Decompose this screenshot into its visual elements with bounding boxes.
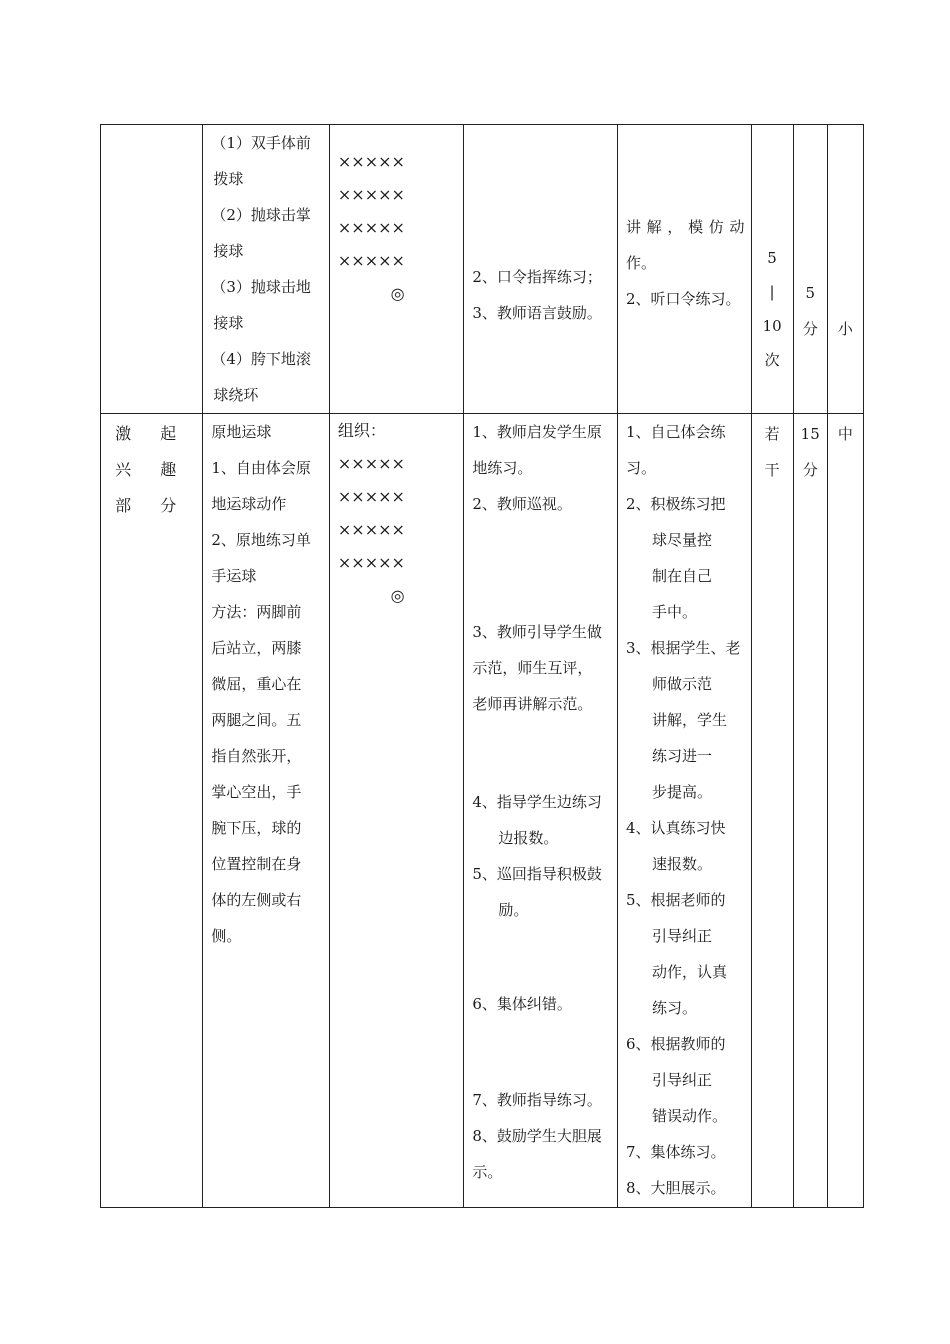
teacher-step: 励。 <box>498 901 529 919</box>
text-line: 15 <box>800 425 820 443</box>
text-line: 干 <box>764 461 780 479</box>
text-line: 2、积极练习把 <box>625 495 726 513</box>
text-line: 1、自由体会原 <box>211 459 311 477</box>
text-line: （2）抛球击掌 <box>211 206 311 224</box>
text-line: 若 <box>764 425 780 443</box>
text-line: 7、集体练习。 <box>625 1143 726 1161</box>
teacher-activity-cell <box>464 414 618 1208</box>
teacher-step: 5、巡回指导积极鼓 <box>472 865 602 883</box>
table-row <box>101 414 864 1208</box>
formation-cell <box>329 414 464 1208</box>
text-line: 腕下压，球的 <box>211 819 302 837</box>
text-line: 3、根据学生、老 <box>625 639 741 657</box>
student-step: 讲解，模仿动 <box>625 218 745 236</box>
minutes-cell <box>793 414 827 1208</box>
minutes-cell <box>793 125 827 414</box>
times-cell <box>751 414 793 1208</box>
student-step: 2、听口令练习。 <box>625 290 741 308</box>
intensity-value: 中 <box>837 425 853 443</box>
teacher-step: 6、集体纠错。 <box>472 995 572 1013</box>
text-line: 球尽量控 <box>651 531 712 549</box>
text-line: 拨球 <box>213 170 244 188</box>
teacher-step: 边报数。 <box>498 829 559 847</box>
teacher-step: 2、口令指挥练习； <box>472 268 602 286</box>
text-line: 8、大胆展示。 <box>625 1179 726 1197</box>
formation-diagram <box>330 125 464 310</box>
student-activity-cell <box>617 414 751 1208</box>
text-line: 分 <box>802 320 818 338</box>
text-line: ××××× <box>337 553 405 572</box>
content-cell <box>203 414 329 1208</box>
text-line: 10 <box>762 317 782 335</box>
text-line: 引导纠正 <box>651 927 712 945</box>
teacher-step: 2、教师巡视。 <box>472 495 572 513</box>
teacher-step: 7、教师指导练习。 <box>472 1091 602 1109</box>
text-line: 地运球动作 <box>211 495 287 513</box>
teacher-step: 示范，师生互评， <box>472 659 593 677</box>
text-line: 师做示范 <box>651 675 712 693</box>
content-list <box>203 414 328 954</box>
intensity-cell <box>827 125 863 414</box>
text-line: 原地运球 <box>211 423 272 441</box>
text-line: 制在自己 <box>651 567 712 585</box>
text-line: 速报数。 <box>651 855 712 873</box>
text-line: 体的左侧或右 <box>211 891 302 909</box>
text-line: ××××× <box>337 454 405 473</box>
text-line: （4）胯下地滚 <box>211 350 311 368</box>
text-line: 错误动作。 <box>651 1107 727 1125</box>
text-line: 接球 <box>213 314 244 332</box>
intensity-value: 小 <box>837 320 853 338</box>
content-cell <box>203 125 329 414</box>
text-line: ◎ <box>390 586 405 605</box>
text-line: （3）抛球击地 <box>211 278 311 296</box>
intensity-cell <box>827 414 863 1208</box>
text-line: 步提高。 <box>651 783 712 801</box>
text-line: 习。 <box>625 459 656 477</box>
student-activity-cell <box>617 125 751 414</box>
text-line: 部 分 <box>115 496 189 515</box>
text-line: 球绕环 <box>213 386 259 404</box>
text-line: 手运球 <box>211 567 257 585</box>
minutes-value <box>794 414 827 488</box>
text-line: （1）双手体前 <box>211 134 311 152</box>
teacher-step: 老师再讲解示范。 <box>472 695 593 713</box>
text-line: 激 起 <box>115 424 189 443</box>
text-line: 练习进一 <box>651 747 712 765</box>
times-value <box>752 125 793 377</box>
minutes-value <box>794 125 827 347</box>
text-line: | <box>769 283 775 301</box>
section-cell <box>101 414 203 1208</box>
text-line: 6、根据教师的 <box>625 1035 726 1053</box>
text-line: 2、原地练习单 <box>211 531 311 549</box>
text-line: 位置控制在身 <box>211 855 302 873</box>
text-line: 接球 <box>213 242 244 260</box>
text-line: 次 <box>764 351 780 369</box>
text-line: 手中。 <box>651 603 697 621</box>
teacher-step: 8、鼓励学生大胆展 <box>472 1127 602 1145</box>
times-value <box>752 414 793 488</box>
teacher-step: 1、教师启发学生原 <box>472 423 602 441</box>
text-line: 练习。 <box>651 999 697 1017</box>
content-list <box>203 125 328 413</box>
teacher-activity-cell <box>464 125 618 414</box>
text-line: 5、根据老师的 <box>625 891 726 909</box>
teacher-step: 示。 <box>472 1163 503 1181</box>
student-step: 作。 <box>625 254 656 272</box>
text-line: 方法：两脚前 <box>211 603 302 621</box>
teacher-step: 地练习。 <box>472 459 533 477</box>
text-line: 组织： <box>337 421 386 440</box>
text-line: ××××× <box>337 185 405 204</box>
text-line: 讲解，学生 <box>651 711 727 729</box>
text-line: 4、认真练习快 <box>625 819 726 837</box>
text-line: ◎ <box>390 284 405 303</box>
student-list <box>618 414 751 1206</box>
text-line: ××××× <box>337 251 405 270</box>
text-line: 动作，认真 <box>651 963 727 981</box>
text-line: ××××× <box>337 152 405 171</box>
times-cell <box>751 125 793 414</box>
text-line: 1、自己体会练 <box>625 423 726 441</box>
text-line: 两腿之间。五 <box>211 711 302 729</box>
text-line: ××××× <box>337 218 405 237</box>
text-line: 微屈，重心在 <box>211 675 302 693</box>
text-line: 引导纠正 <box>651 1071 712 1089</box>
text-line: 兴 趣 <box>115 460 189 479</box>
teacher-step: 4、指导学生边练习 <box>472 793 602 811</box>
text-line: 指自然张开， <box>211 747 302 765</box>
lesson-plan-table <box>100 124 864 1208</box>
text-line: 后站立，两膝 <box>211 639 302 657</box>
text-line: 侧。 <box>211 927 242 945</box>
formation-cell <box>329 125 464 414</box>
text-line: 5 <box>767 249 777 267</box>
text-line: 掌心空出，手 <box>211 783 302 801</box>
teacher-step: 3、教师引导学生做 <box>472 623 602 641</box>
text-line: 分 <box>802 461 818 479</box>
teacher-step: 3、教师语言鼓励。 <box>472 304 602 322</box>
text-line: ××××× <box>337 520 405 539</box>
section-cell <box>101 125 203 414</box>
section-title <box>101 414 202 524</box>
text-line: 5 <box>805 284 815 302</box>
table-row <box>101 125 864 414</box>
formation-diagram <box>330 414 464 612</box>
text-line: ××××× <box>337 487 405 506</box>
